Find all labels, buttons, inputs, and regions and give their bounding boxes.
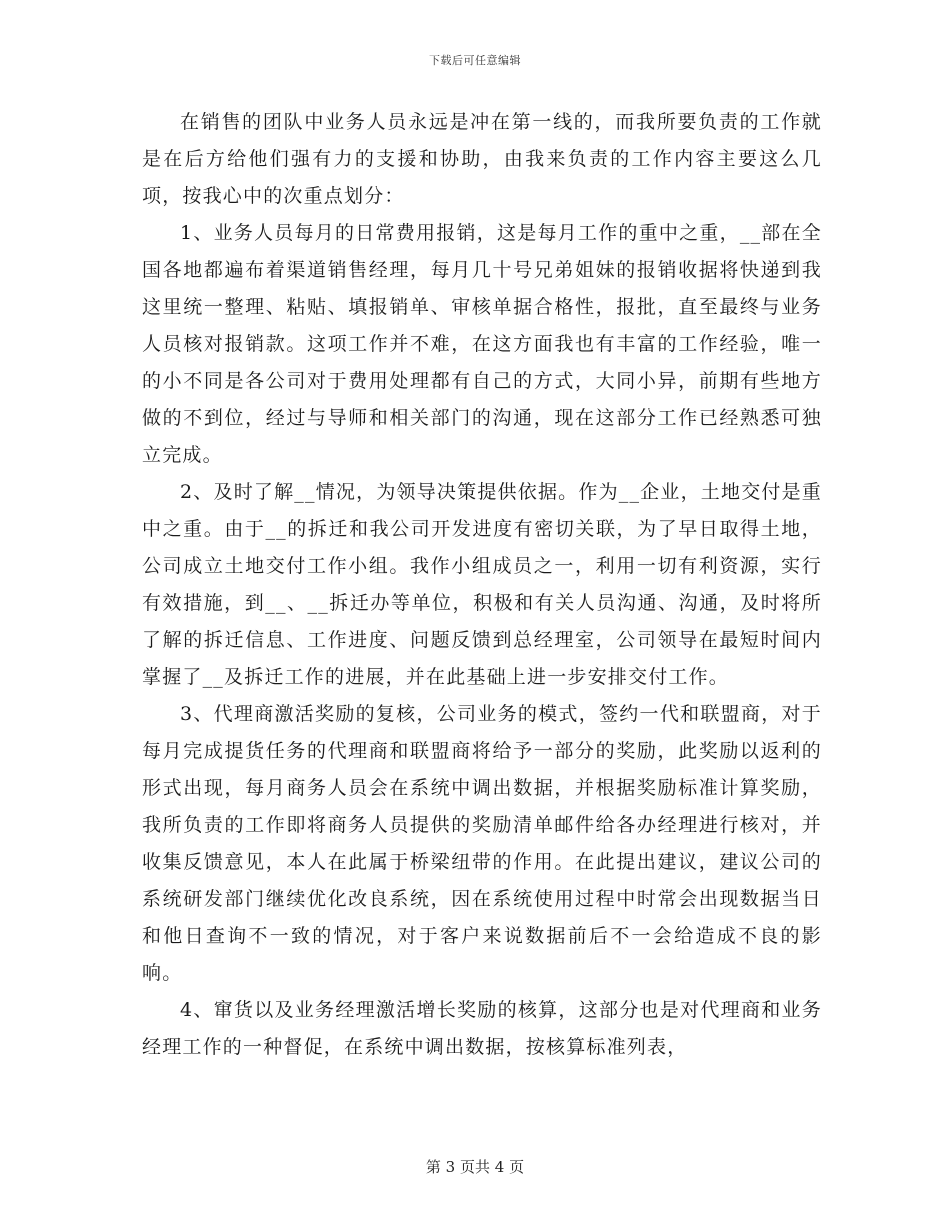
paragraph-item-4: 4、窜货以及业务经理激活增长奖励的核算，这部分也是对代理商和业务经理工作的一种督促，在系统中调出数据，按核算标准列表，	[142, 999, 822, 1058]
page-number-footer: 第 3 页共 4 页	[425, 1158, 525, 1176]
paragraph-item-1: 1、业务人员每月的日常费用报销，这是每月工作的重中之重，__部在全国各地都遍布着渠道销售经理，每月几十号兄弟姐妹的报销收据将快递到我这里统一整理、粘贴、填报销单、审核单据合格性，报批，直至最终与业务人员核对报销款。这项工作并不难，在这方面我也有丰富的工作经验，唯一的小不同是各公司对于费用处理都有自己的方式，大同小异，前期有些地方做的不到位，经过与导师和相关部门的沟通，现在这部分工作已经熟悉可独立完成。	[142, 222, 822, 466]
paragraph-item-2: 2、及时了解__情况，为领导决策提供依据。作为__企业，土地交付是重中之重。由于__的拆迁和我公司开发进度有密切关联，为了早日取得土地，公司成立土地交付工作小组。我作小组成员之一，利用一切有利资源，实行有效措施，到__、__拆迁办等单位，积极和有关人员沟通、沟通，及时将所了解的拆迁信息、工作进度、问题反馈到总经理室，公司领导在最短时间内掌握了__及拆迁工作的进展，并在此基础上进一步安排交付工作。	[142, 481, 822, 688]
document-body	[142, 104, 822, 1066]
page-header: 下载后可任意编辑	[429, 54, 521, 67]
paragraph-intro: 在销售的团队中业务人员永远是冲在第一线的，而我所要负责的工作就是在后方给他们强有力的支援和协助，由我来负责的工作内容主要这么几项，按我心中的次重点划分：	[142, 111, 822, 207]
paragraph-item-3: 3、代理商激活奖励的复核，公司业务的模式，签约一代和联盟商，对于每月完成提货任务的代理商和联盟商将给予一部分的奖励，此奖励以返利的形式出现，每月商务人员会在系统中调出数据，并根据奖励标准计算奖励，我所负责的工作即将商务人员提供的奖励清单邮件给各办经理进行核对，并收集反馈意见，本人在此属于桥梁纽带的作用。在此提出建议，建议公司的系统研发部门继续优化改良系统，因在系统使用过程中时常会出现数据当日和他日查询不一致的情况，对于客户来说数据前后不一会给造成不良的影响。	[142, 703, 822, 984]
